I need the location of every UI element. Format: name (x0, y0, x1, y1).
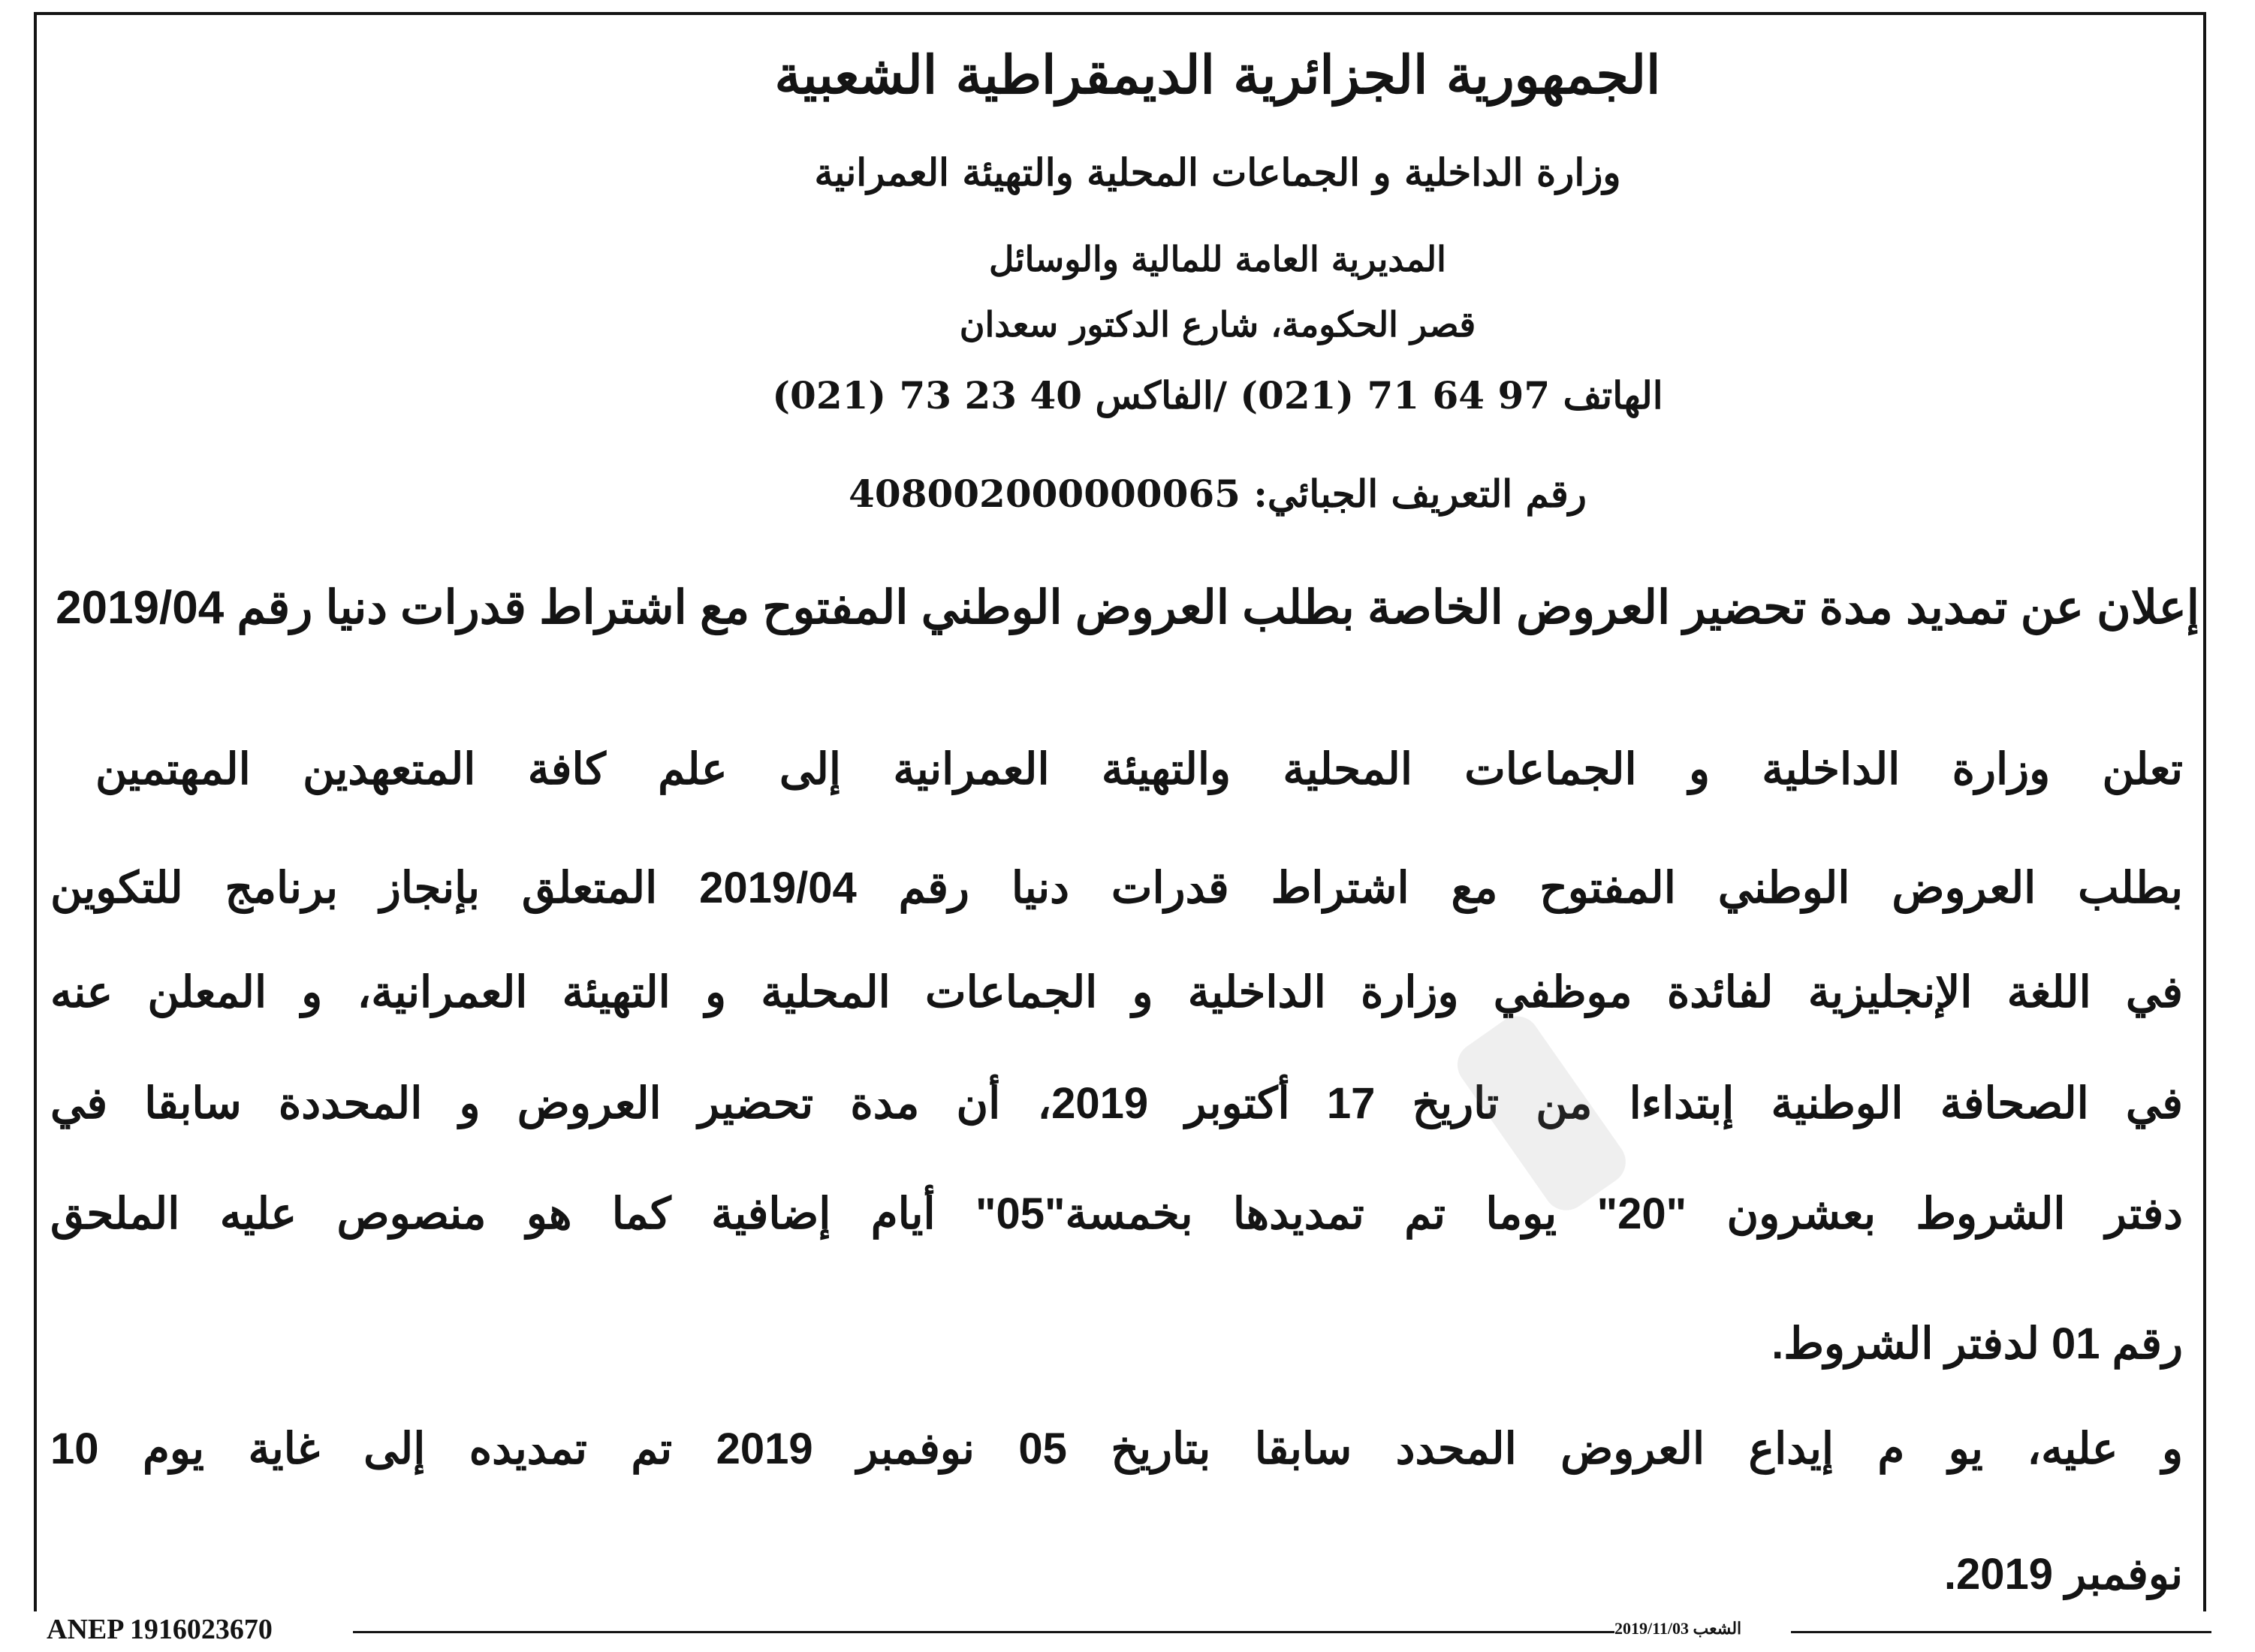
body-line-5: دفتر الشروط بعشرون "20" يوما تم تمديدها بخمسة"05" أيام إضافية كما هو منصوص عليه الملحق (50, 1189, 2183, 1238)
footer (0, 1613, 2255, 1652)
footer-rule-left (353, 1631, 1614, 1633)
address-line: قصر الحكومة، شارع الدكتور سعدان (959, 304, 1476, 345)
ministry-heading: وزارة الداخلية و الجماعات المحلية والتهيئة العمرانية (814, 150, 1621, 194)
body-line-3: في اللغة الإنجليزية لفائدة موظفي وزارة الداخلية و الجماعات المحلية و التهيئة العمرانية، و المعلن عنه (50, 968, 2183, 1017)
body-line-1 (50, 743, 2183, 794)
fiscal-id-line: رقم التعريف الجبائي: 408002000000065 (849, 472, 1587, 516)
body-line-8: نوفمبر 2019. (1943, 1550, 2183, 1599)
anep-reference: ANEP 1916023670 (47, 1614, 273, 1645)
direction-heading: المديرية العامة للمالية والوسائل (989, 239, 1446, 279)
body-line-7: و عليه، يو م إيداع العروض المحدد سابقا بتاريخ 05 نوفمبر 2019 تم تمديده إلى غاية يوم 10 (50, 1424, 2183, 1473)
body-line-1-text: تعلن وزارة الداخلية و الجماعات المحلية والتهيئة العمرانية إلى علم كافة المتعهدين المهتمين (95, 745, 2183, 794)
newspaper-date: الشعب 2019/11/03 (1614, 1619, 1742, 1638)
body-line-2: بطلب العروض الوطني المفتوح مع اشتراط قدرات دنيا رقم 2019/04 المتعلق بإنجاز برنامج للتكوين (50, 864, 2183, 912)
phone-fax-line: الهاتف 97 64 71 (021) /الفاكس 40 23 73 (021) (772, 373, 1663, 418)
body-line-4: في الصحافة الوطنية إبتداءا من تاريخ 17 أكتوبر 2019، أن مدة تحضير العروض و المحددة سابقا في (50, 1079, 2183, 1128)
footer-rule-right (1791, 1631, 2211, 1633)
republic-heading: الجمهورية الجزائرية الديمقراطية الشعبية (774, 44, 1661, 106)
body-line-6: رقم 01 لدفتر الشروط. (1771, 1319, 2183, 1368)
announcement-title: إعلان عن تمديد مدة تحضير العروض الخاصة بطلب العروض الوطني المفتوح مع اشتراط قدرات دنيا رقم 2019/04 (56, 582, 2199, 634)
